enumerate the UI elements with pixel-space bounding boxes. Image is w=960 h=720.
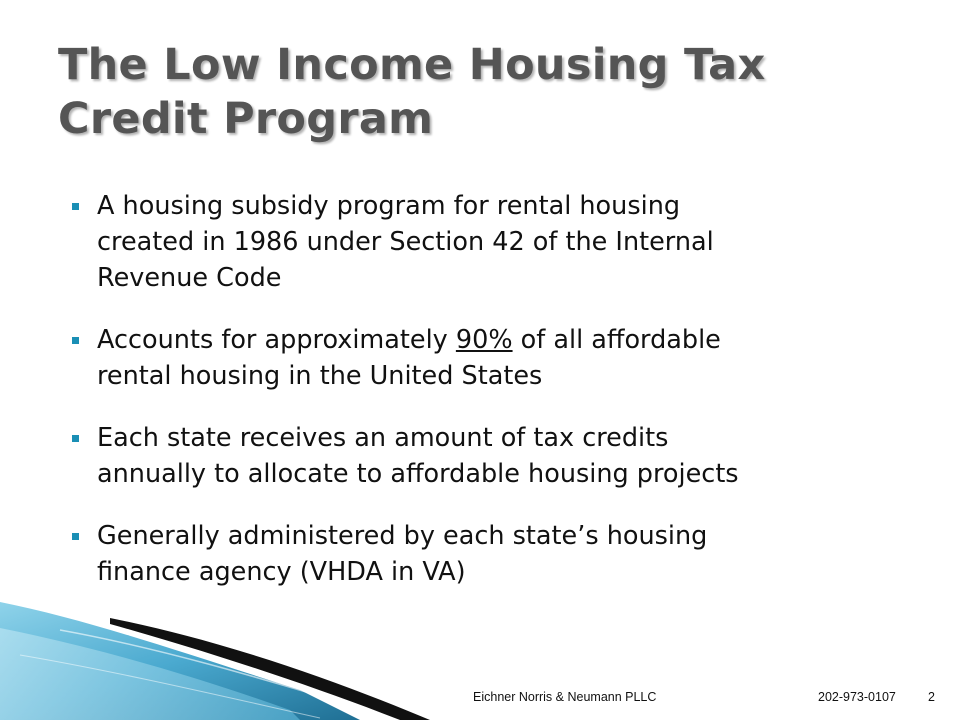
slide-title xyxy=(58,38,938,146)
bullet-item-90-percent xyxy=(72,322,932,394)
bullet-1-line-3: Revenue Code xyxy=(97,263,282,293)
square-bullet-icon xyxy=(72,435,79,442)
bullet-4-line-1: Generally administered by each state’s housing xyxy=(97,521,708,551)
bullet-2-line-2: rental housing in the United States xyxy=(97,361,543,391)
bullet-item-section-42 xyxy=(72,188,932,296)
square-bullet-icon xyxy=(72,533,79,540)
bullet-2-line-1 xyxy=(97,322,932,358)
bullet-3-line-2: annually to allocate to affordable housing projects xyxy=(97,459,739,489)
bullet-2-emphasis: 90% xyxy=(455,325,513,355)
bullet-item-vhda xyxy=(72,518,932,590)
square-bullet-icon xyxy=(72,337,79,344)
bullet-2-text-after: of all affordable xyxy=(512,325,721,355)
square-bullet-icon xyxy=(72,203,79,210)
footer-phone-number: 202-973-0107 xyxy=(818,690,896,704)
bullet-2-text-before: Accounts for approximately xyxy=(97,325,456,355)
title-line-1: The Low Income Housing Tax xyxy=(58,40,766,90)
bullet-1-line-2: created in 1986 under Section 42 of the Internal xyxy=(97,227,714,257)
bullet-3-line-1: Each state receives an amount of tax credits xyxy=(97,423,669,453)
footer-page-number: 2 xyxy=(928,690,935,704)
bullet-1-line-1: A housing subsidy program for rental housing xyxy=(97,191,681,221)
bullet-list xyxy=(72,188,932,616)
footer-firm-name: Eichner Norris & Neumann PLLC xyxy=(473,690,657,704)
title-line-2: Credit Program xyxy=(58,94,434,144)
bullet-4-line-2: finance agency (VHDA in VA) xyxy=(97,557,466,587)
bullet-item-state-credits xyxy=(72,420,932,492)
